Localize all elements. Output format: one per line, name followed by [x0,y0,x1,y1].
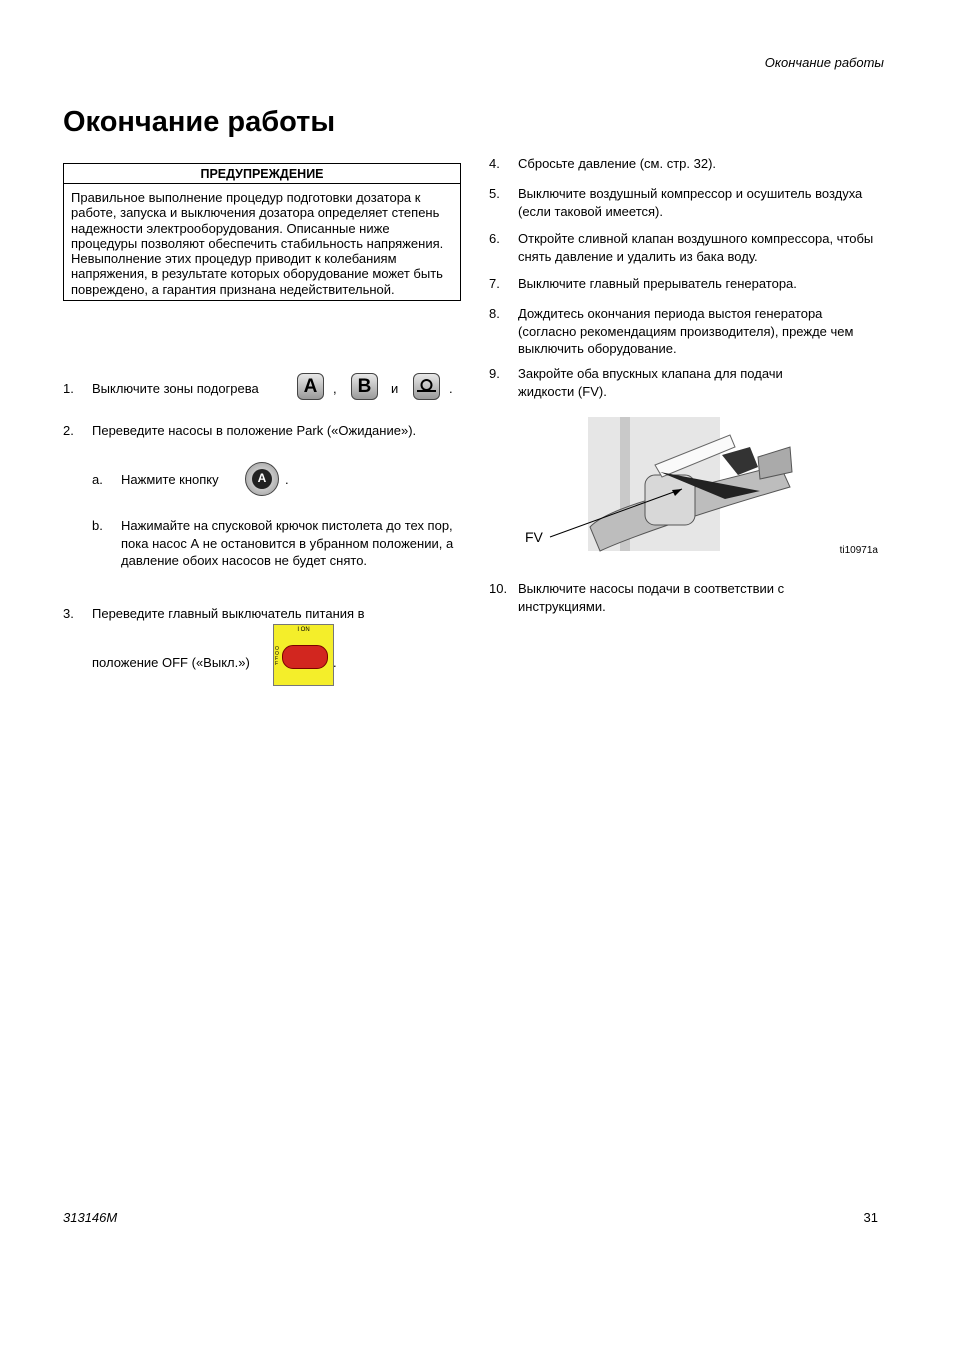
hose-heat-key-icon [413,373,440,400]
fv-callout-label: FV [525,529,543,545]
main-power-switch-icon [273,624,334,686]
step-2a [92,471,392,493]
warning-heading: ПРЕДУПРЕЖДЕНИЕ [64,164,460,184]
zone-b-key-icon: B [351,373,378,400]
running-header: Окончание работы [764,55,884,70]
period: . [285,472,289,487]
step-1 [63,376,463,402]
warning-body: Правильное выполнение процедур подготовки дозатора к работе, запуска и выключения дозатора определяет степень надежности электрооборудования. Описанные ниже процедуры позволяют обеспечить стабильность напряжения. Невыполнение этих процедур приводит к колебаниям напряжения, в результате которых оборудование может быть повреждено, а гарантия признана недействительной. [71,190,444,297]
step-7 [489,275,884,295]
step-text: Закройте оба впускных клапана для подачи жидкости (FV). [518,366,783,399]
warning-box [63,163,461,301]
page-title: Окончание работы [63,106,336,138]
fluid-valve-figure [520,417,885,562]
page-number: 31 [863,1210,878,1225]
conjunction: и [391,381,399,396]
step-number: a. [92,472,103,487]
step-5 [489,185,884,221]
step-number: 7. [489,276,500,291]
step-text: Откройте сливной клапан воздушного компрессора, чтобы снять давление и удалить из бака воду. [518,231,874,264]
step-text: Нажмите кнопку [121,472,219,487]
step-2b [92,517,462,589]
step-text: Сбросьте давление (см. стр. 32). [518,156,717,171]
document-number: 313146M [63,1210,118,1225]
period: . [449,381,453,396]
step-number: 10. [489,581,508,596]
step-number: 9. [489,366,500,381]
step-number: 4. [489,156,500,171]
step-3 [63,605,463,625]
switch-handle [282,645,328,669]
separator: , [333,381,337,396]
step-9 [489,365,884,401]
park-button-icon [245,462,279,496]
step-3-continuation: положение OFF («Выкл.») [92,655,250,670]
fv-leader-line [520,417,885,562]
step-8 [489,305,884,359]
step-number: 2. [63,423,74,438]
step-text: Выключите главный прерыватель генератора. [518,276,797,291]
step-text: Переведите главный выключатель питания в [92,606,365,621]
step-number: 6. [489,231,500,246]
step-text: Переведите насосы в положение Park («Ожидание»). [92,423,417,438]
step-number: 8. [489,306,500,321]
step-text: Дождитесь окончания периода выстоя генератора (согласно рекомендациям производителя), прежде чем выключить оборудование. [518,306,854,356]
zone-a-key-icon: A [297,373,324,400]
step-4 [489,155,884,175]
step-number: 5. [489,186,500,201]
step-text: Выключите воздушный компрессор и осушитель воздуха (если таковой имеется). [518,186,863,219]
step-10 [489,580,884,616]
figure-id: ti10971a [839,545,878,556]
step-text: Выключите насосы подачи в соответствии с инструкциями. [518,581,785,614]
park-button-label: A [257,471,267,485]
step-6 [489,230,884,266]
step-2 [63,422,463,442]
step-number: b. [92,518,103,533]
step-text: Выключите зоны подогрева [92,381,259,396]
period: . [333,655,337,670]
step-number: 3. [63,606,74,621]
step-text: Нажимайте на спусковой крючок пистолета до тех пор, пока насос А не остановится в убранном положении, а давление обоих насосов не будет снято. [121,518,454,568]
step-number: 1. [63,381,74,396]
switch-on-label: I ON [297,627,310,633]
switch-off-label: O OFF [275,646,279,667]
